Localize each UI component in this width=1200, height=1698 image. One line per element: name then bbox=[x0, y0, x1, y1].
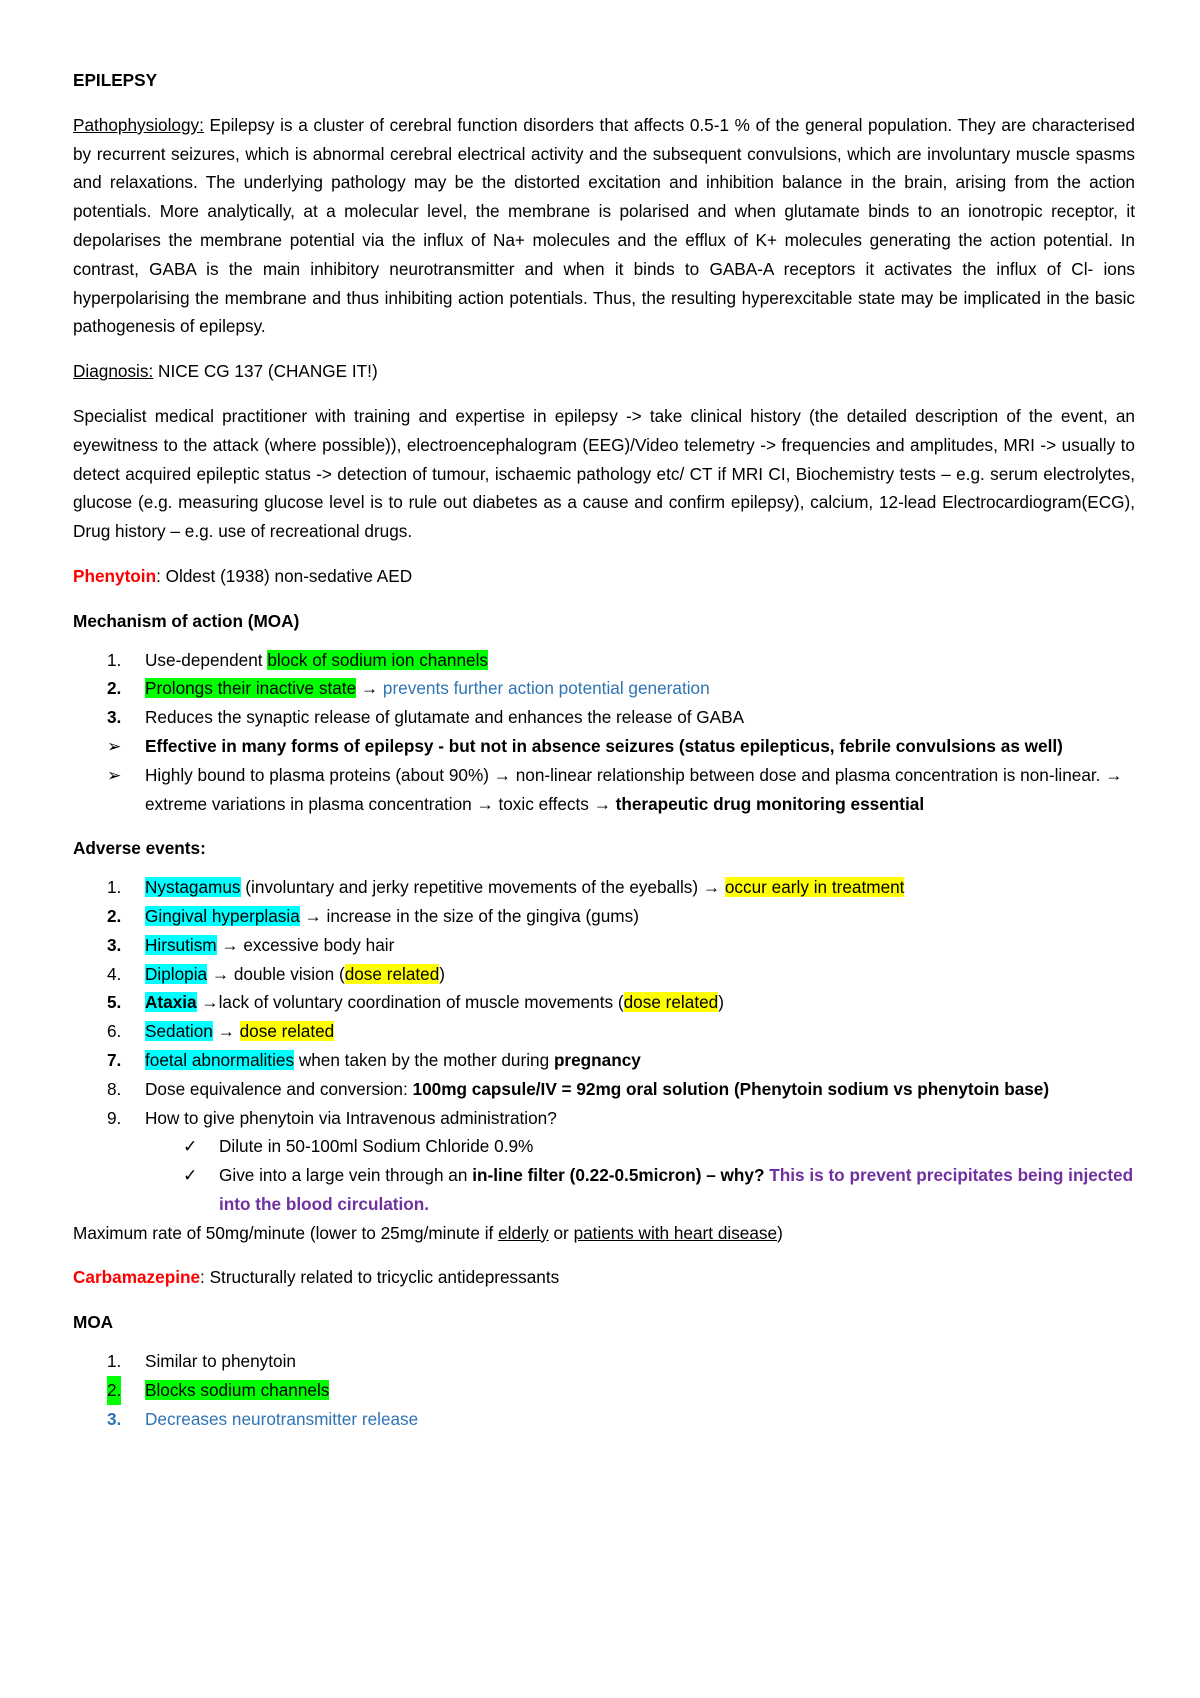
list-number: 3. bbox=[107, 1408, 122, 1429]
diagnosis-paragraph: Specialist medical practitioner with training and expertise in epilepsy -> take clinical history (the detailed description of the event, an eyewitness to the attack (where possible)), electroencephalogram (EEG)/Video telemetry -> frequencies and amplitudes, MRI -> usually to detect acquired epileptic status -> detection of tumour, ischaemic pathology etc/ CT if MRI CI, Biochemistry tests – e.g. serum electrolytes, glucose (e.g. measuring glucose level is to rule out diabetes as a cause and confirm epilepsy), calcium, 12-lead Electrocardiogram(ECG), Drug history – e.g. use of recreational drugs. bbox=[73, 405, 1135, 542]
arrow-icon: → bbox=[593, 793, 611, 814]
list-number: 3. bbox=[107, 707, 122, 728]
document-page bbox=[73, 66, 1135, 1433]
max-rate-elderly: elderly bbox=[498, 1222, 549, 1243]
blue-text: Decreases neurotransmitter release bbox=[145, 1408, 419, 1429]
list-text: double vision ( bbox=[229, 963, 345, 984]
adverse-events-list bbox=[73, 873, 1135, 1219]
list-text: in-line filter (0.22-0.5micron) – why? bbox=[472, 1165, 770, 1186]
pathophysiology-text: Epilepsy is a cluster of cerebral function disorders that affects 0.5-1 % of the general population. They are characterised by recurrent seizures, which is abnormal cerebral electrical activity and the subsequent convulsions, which are involuntary muscle spasms and relaxations. The underlying pathology may be the distorted excitation and inhibition balance in the brain, arising from the action potentials. More analytically, at a molecular level, the membrane is polarised and when glutamate binds to an ionotropic receptor, it depolarises the membrane potential via the influx of Na+ molecules and the efflux of K+ molecules generating the action potential. In contrast, GABA is the main inhibitory neurotransmitter and when it binds to GABA-A receptors it activates the influx of Cl- ions hyperpolarising the membrane and thus inhibiting action potentials. Thus, the resulting hyperexcitable state may be implicated in the basic pathogenesis of epilepsy. bbox=[73, 114, 1135, 337]
list-text: Reduces the synaptic release of glutamate and enhances the release of GABA bbox=[145, 707, 745, 728]
list-number: 5. bbox=[107, 992, 122, 1013]
list-item bbox=[73, 960, 1135, 989]
list-item bbox=[73, 931, 1135, 960]
highlight-cyan: Diplopia bbox=[145, 963, 208, 984]
list-item bbox=[73, 1132, 1135, 1161]
max-rate-heart: patients with heart disease bbox=[573, 1222, 778, 1243]
list-item bbox=[73, 761, 1135, 819]
arrow-icon: → bbox=[702, 877, 721, 898]
list-item bbox=[73, 988, 1135, 1017]
highlight-cyan: Gingival hyperplasia bbox=[145, 905, 300, 926]
arrow-icon: → bbox=[196, 992, 219, 1013]
list-text: Give into a large vein through an bbox=[219, 1165, 473, 1186]
highlight-cyan: foetal abnormalities bbox=[145, 1049, 295, 1070]
pathophysiology-paragraph bbox=[73, 111, 1135, 341]
arrow-icon: → bbox=[356, 678, 383, 699]
list-text: Highly bound to plasma proteins (about 90%) bbox=[145, 764, 494, 785]
highlight-green: Blocks sodium channels bbox=[145, 1379, 330, 1400]
list-number: 2. bbox=[107, 678, 122, 699]
checkmark-icon: ✓ bbox=[183, 1165, 198, 1186]
list-number: 1. bbox=[107, 649, 122, 670]
list-item bbox=[73, 1046, 1135, 1075]
list-number: 8. bbox=[107, 1078, 122, 1099]
list-text: increase in the size of the gingiva (gums) bbox=[321, 905, 639, 926]
list-text: ) bbox=[718, 992, 724, 1013]
list-number: 1. bbox=[107, 877, 122, 898]
list-item bbox=[73, 646, 1135, 675]
arrow-icon: → bbox=[476, 793, 494, 814]
diagnosis-guideline: NICE CG 137 (CHANGE IT!) bbox=[153, 361, 378, 382]
highlight-yellow: dose related bbox=[239, 1021, 335, 1042]
diagnosis-heading bbox=[73, 357, 1135, 386]
list-text: extreme variations in plasma concentration bbox=[145, 793, 477, 814]
carbamazepine-name: Carbamazepine bbox=[73, 1267, 201, 1288]
list-item bbox=[73, 703, 1135, 732]
list-text: Effective in many forms of epilepsy - but not in absence seizures (status epilepticus, febrile convulsions as well) bbox=[145, 735, 1063, 756]
list-number: 3. bbox=[107, 934, 122, 955]
list-item bbox=[73, 732, 1135, 761]
list-text: toxic effects bbox=[493, 793, 594, 814]
highlight-green: block of sodium ion channels bbox=[267, 649, 489, 670]
list-text: excessive body hair bbox=[238, 934, 395, 955]
list-number: 2. bbox=[107, 905, 122, 926]
arrow-icon: → bbox=[493, 764, 511, 785]
adverse-events-heading: Adverse events: bbox=[73, 838, 206, 859]
highlight-cyan: Hirsutism bbox=[145, 934, 217, 955]
list-text: How to give phenytoin via Intravenous administration? bbox=[145, 1107, 557, 1128]
max-rate-text: ) bbox=[777, 1222, 783, 1243]
arrowhead-bullet-icon: ➢ bbox=[107, 764, 122, 785]
arrow-icon: → bbox=[207, 963, 230, 984]
list-item bbox=[73, 1104, 1135, 1133]
list-text: therapeutic drug monitoring essential bbox=[610, 793, 925, 814]
highlight-yellow: dose related bbox=[623, 992, 719, 1013]
arrowhead-bullet-icon: ➢ bbox=[107, 735, 122, 756]
phenytoin-heading bbox=[73, 562, 1135, 591]
purple-text: This is to prevent precipitates being injected into the blood circulation. bbox=[219, 1165, 1134, 1214]
list-number: 9. bbox=[107, 1107, 122, 1128]
list-text: Use-dependent bbox=[145, 649, 268, 670]
highlight-cyan: Nystagamus bbox=[145, 877, 241, 898]
phenytoin-desc: : Oldest (1938) non-sedative AED bbox=[156, 565, 413, 586]
list-number: 7. bbox=[107, 1049, 122, 1070]
highlight-yellow: dose related bbox=[344, 963, 440, 984]
list-text: pregnancy bbox=[553, 1049, 641, 1070]
phenytoin-name: Phenytoin bbox=[73, 565, 157, 586]
list-item bbox=[73, 1405, 1135, 1434]
arrow-icon: → bbox=[1105, 764, 1123, 785]
arrow-icon: → bbox=[299, 905, 322, 926]
carbamazepine-moa-heading: MOA bbox=[73, 1312, 114, 1333]
max-rate-text: or bbox=[548, 1222, 574, 1243]
list-item bbox=[73, 873, 1135, 902]
list-item bbox=[73, 1161, 1135, 1219]
list-text: (involuntary and jerky repetitive movements of the eyeballs) bbox=[240, 877, 703, 898]
list-item bbox=[73, 902, 1135, 931]
max-rate-line bbox=[73, 1219, 1135, 1248]
highlight-green: Prolongs their inactive state bbox=[145, 678, 357, 699]
carbamazepine-moa-list bbox=[73, 1347, 1135, 1433]
pathophysiology-label: Pathophysiology: bbox=[73, 114, 204, 135]
arrow-icon: → bbox=[212, 1021, 240, 1042]
diagnosis-label: Diagnosis: bbox=[73, 361, 154, 382]
checkmark-icon: ✓ bbox=[183, 1136, 198, 1157]
list-item bbox=[73, 674, 1135, 703]
list-text: lack of voluntary coordination of muscle movements ( bbox=[218, 992, 624, 1013]
list-text: when taken by the mother during bbox=[294, 1049, 554, 1070]
list-number: 1. bbox=[107, 1351, 122, 1372]
doc-title: EPILEPSY bbox=[73, 70, 158, 90]
carbamazepine-heading bbox=[73, 1263, 1135, 1292]
highlight-yellow: occur early in treatment bbox=[724, 877, 905, 898]
list-text: Dilute in 50-100ml Sodium Chloride 0.9% bbox=[219, 1136, 534, 1157]
list-item bbox=[73, 1017, 1135, 1046]
phenytoin-moa-heading: Mechanism of action (MOA) bbox=[73, 610, 300, 631]
list-item bbox=[73, 1075, 1135, 1104]
phenytoin-moa-list bbox=[73, 646, 1135, 819]
list-number: 4. bbox=[107, 963, 122, 984]
list-text: non-linear relationship between dose and plasma concentration is non-linear. bbox=[510, 764, 1106, 785]
list-text: Dose equivalence and conversion: bbox=[145, 1078, 413, 1099]
list-number: 2. bbox=[107, 1376, 121, 1405]
list-item bbox=[73, 1347, 1135, 1376]
list-item bbox=[73, 1376, 1135, 1405]
carbamazepine-desc: : Structurally related to tricyclic antidepressants bbox=[200, 1267, 560, 1288]
max-rate-text: Maximum rate of 50mg/minute (lower to 25mg/minute if bbox=[73, 1222, 499, 1243]
list-text: 100mg capsule/IV = 92mg oral solution (Phenytoin sodium vs phenytoin base) bbox=[412, 1078, 1050, 1099]
highlight-cyan: Ataxia bbox=[145, 992, 197, 1013]
list-number: 6. bbox=[107, 1021, 122, 1042]
list-text: Similar to phenytoin bbox=[145, 1351, 296, 1372]
list-text: ) bbox=[439, 963, 446, 984]
blue-text: prevents further action potential generation bbox=[382, 678, 710, 699]
arrow-icon: → bbox=[216, 934, 239, 955]
highlight-cyan: Sedation bbox=[145, 1021, 213, 1042]
